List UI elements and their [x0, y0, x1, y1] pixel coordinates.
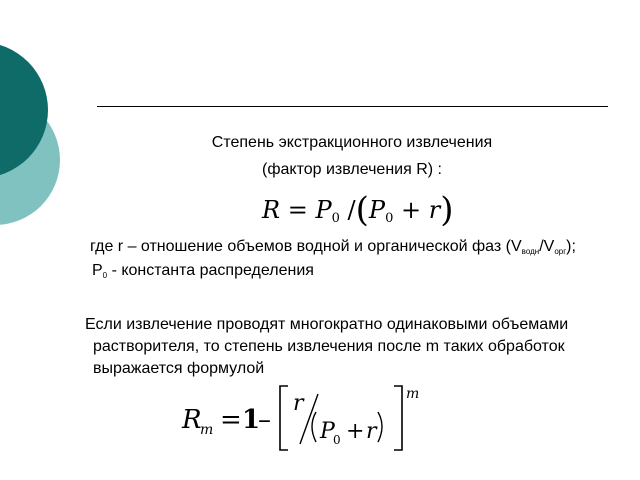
formula2-lhs-sub: m [200, 422, 214, 438]
heading-line-1: Степень экстракционного извлечения [211, 134, 493, 151]
paragraph-line-1: Если извлечение проводят многократно одинаковыми объемами [85, 316, 569, 333]
formula2-one: 1 [242, 405, 261, 435]
formula1-plus: + [400, 196, 422, 224]
formula2-r: r [366, 419, 377, 444]
formula1-p-sub: 0 [331, 211, 340, 226]
formula2-left-bracket [280, 386, 288, 450]
explanation-mid: /V [539, 238, 555, 255]
explanation-p: P [92, 262, 103, 279]
dark-teal-circle [0, 42, 48, 178]
paragraph-line-3: выражается формулой [93, 360, 265, 377]
explanation-p-sub: 0 [102, 271, 108, 280]
formula2-lhs: R [182, 405, 202, 435]
heading-line-2: (фактор извлечения R) : [262, 161, 442, 178]
light-teal-circle [0, 95, 60, 225]
formula1-p2: P [368, 196, 386, 224]
formula2-exponent: m [406, 386, 420, 402]
explanation-line-2 [92, 260, 314, 287]
decorative-circles [0, 0, 80, 260]
formula2-open-paren [312, 412, 316, 442]
formula2-eq: = [220, 405, 242, 435]
formula1-eq: = [287, 196, 308, 224]
explanation-rest: - константа распределения [107, 262, 314, 279]
formula2-p: P [320, 419, 335, 444]
paragraph-line-2: растворителя, то степень извлечения после m таких обработок [93, 338, 565, 355]
title-rule [97, 106, 608, 107]
explanation-sub-water: водн [521, 247, 540, 256]
repeated-extraction-formula [180, 384, 440, 454]
formula1-slash: / [347, 196, 356, 224]
formula1-lhs: R [262, 196, 281, 224]
formula2-numerator: r [293, 391, 304, 416]
explanation-prefix: где r – отношение объемов водной и органической фаз (V [90, 238, 522, 255]
extraction-factor-formula [262, 190, 453, 239]
formula1-open-paren: ( [355, 190, 369, 230]
formula2-right-bracket [394, 386, 402, 450]
formula2-close-paren [378, 412, 382, 442]
formula1-p2-sub: 0 [385, 211, 394, 226]
formula1-close-paren: ) [440, 190, 454, 230]
formula1-p: P [315, 196, 332, 224]
formula2-plus: + [346, 419, 365, 444]
formula2-svg [180, 384, 440, 454]
explanation-sub-org: орг [554, 247, 567, 256]
explanation-line-1 [90, 236, 576, 263]
formula2-p-sub: 0 [333, 433, 341, 447]
formula2-minus: – [258, 405, 271, 435]
formula1-r: r [428, 196, 441, 224]
explanation-suffix: ); [566, 238, 576, 255]
